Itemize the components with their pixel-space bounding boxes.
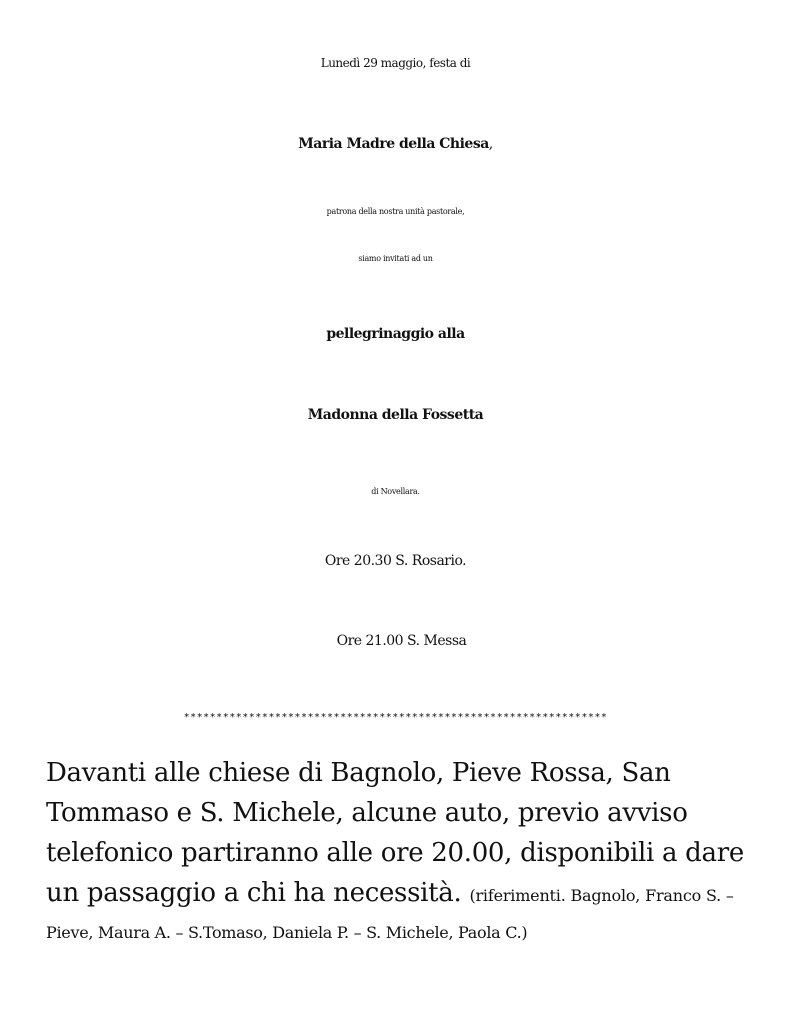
sanctuary-heading: Madonna della Fossetta <box>307 407 484 423</box>
mass-time: Ore 21.00 S. Messa <box>336 633 467 649</box>
pilgrimage-heading: pellegrinaggio alla <box>326 326 465 342</box>
date-heading: Lunedì 29 maggio, festa di <box>320 56 471 70</box>
rosary-time: Ore 20.30 S. Rosario. <box>324 553 467 569</box>
feast-title-text: Maria Madre della Chiesa <box>298 136 489 152</box>
patron-line: patrona della nostra unità pastorale, <box>326 207 465 216</box>
separator-line: ***************************************************************** <box>183 712 608 723</box>
feast-title-comma: , <box>488 136 493 152</box>
paragraph-line-3: telefonico partiranno alle ore 20.00, disponibili a dare <box>46 838 744 868</box>
transport-paragraph <box>46 753 751 950</box>
paragraph-line-1: Davanti alle chiese di Bagnolo, Pieve Rossa, San <box>46 758 671 788</box>
references-part-1: (riferimenti. Bagnolo, Franco S. – <box>469 886 734 905</box>
references-part-2: Pieve, Maura A. – S.Tomaso, Daniela P. – S. Michele, Paola C.) <box>46 923 528 942</box>
invitation-line: siamo invitati ad un <box>358 254 433 263</box>
feast-title <box>0 136 791 152</box>
location-line: di Novellara. <box>371 487 420 496</box>
paragraph-line-4-text: un passaggio a chi ha necessità. <box>46 878 462 908</box>
paragraph-line-2: Tommaso e S. Michele, alcune auto, previo avviso <box>46 798 688 828</box>
paragraph-line-4 <box>46 873 751 916</box>
